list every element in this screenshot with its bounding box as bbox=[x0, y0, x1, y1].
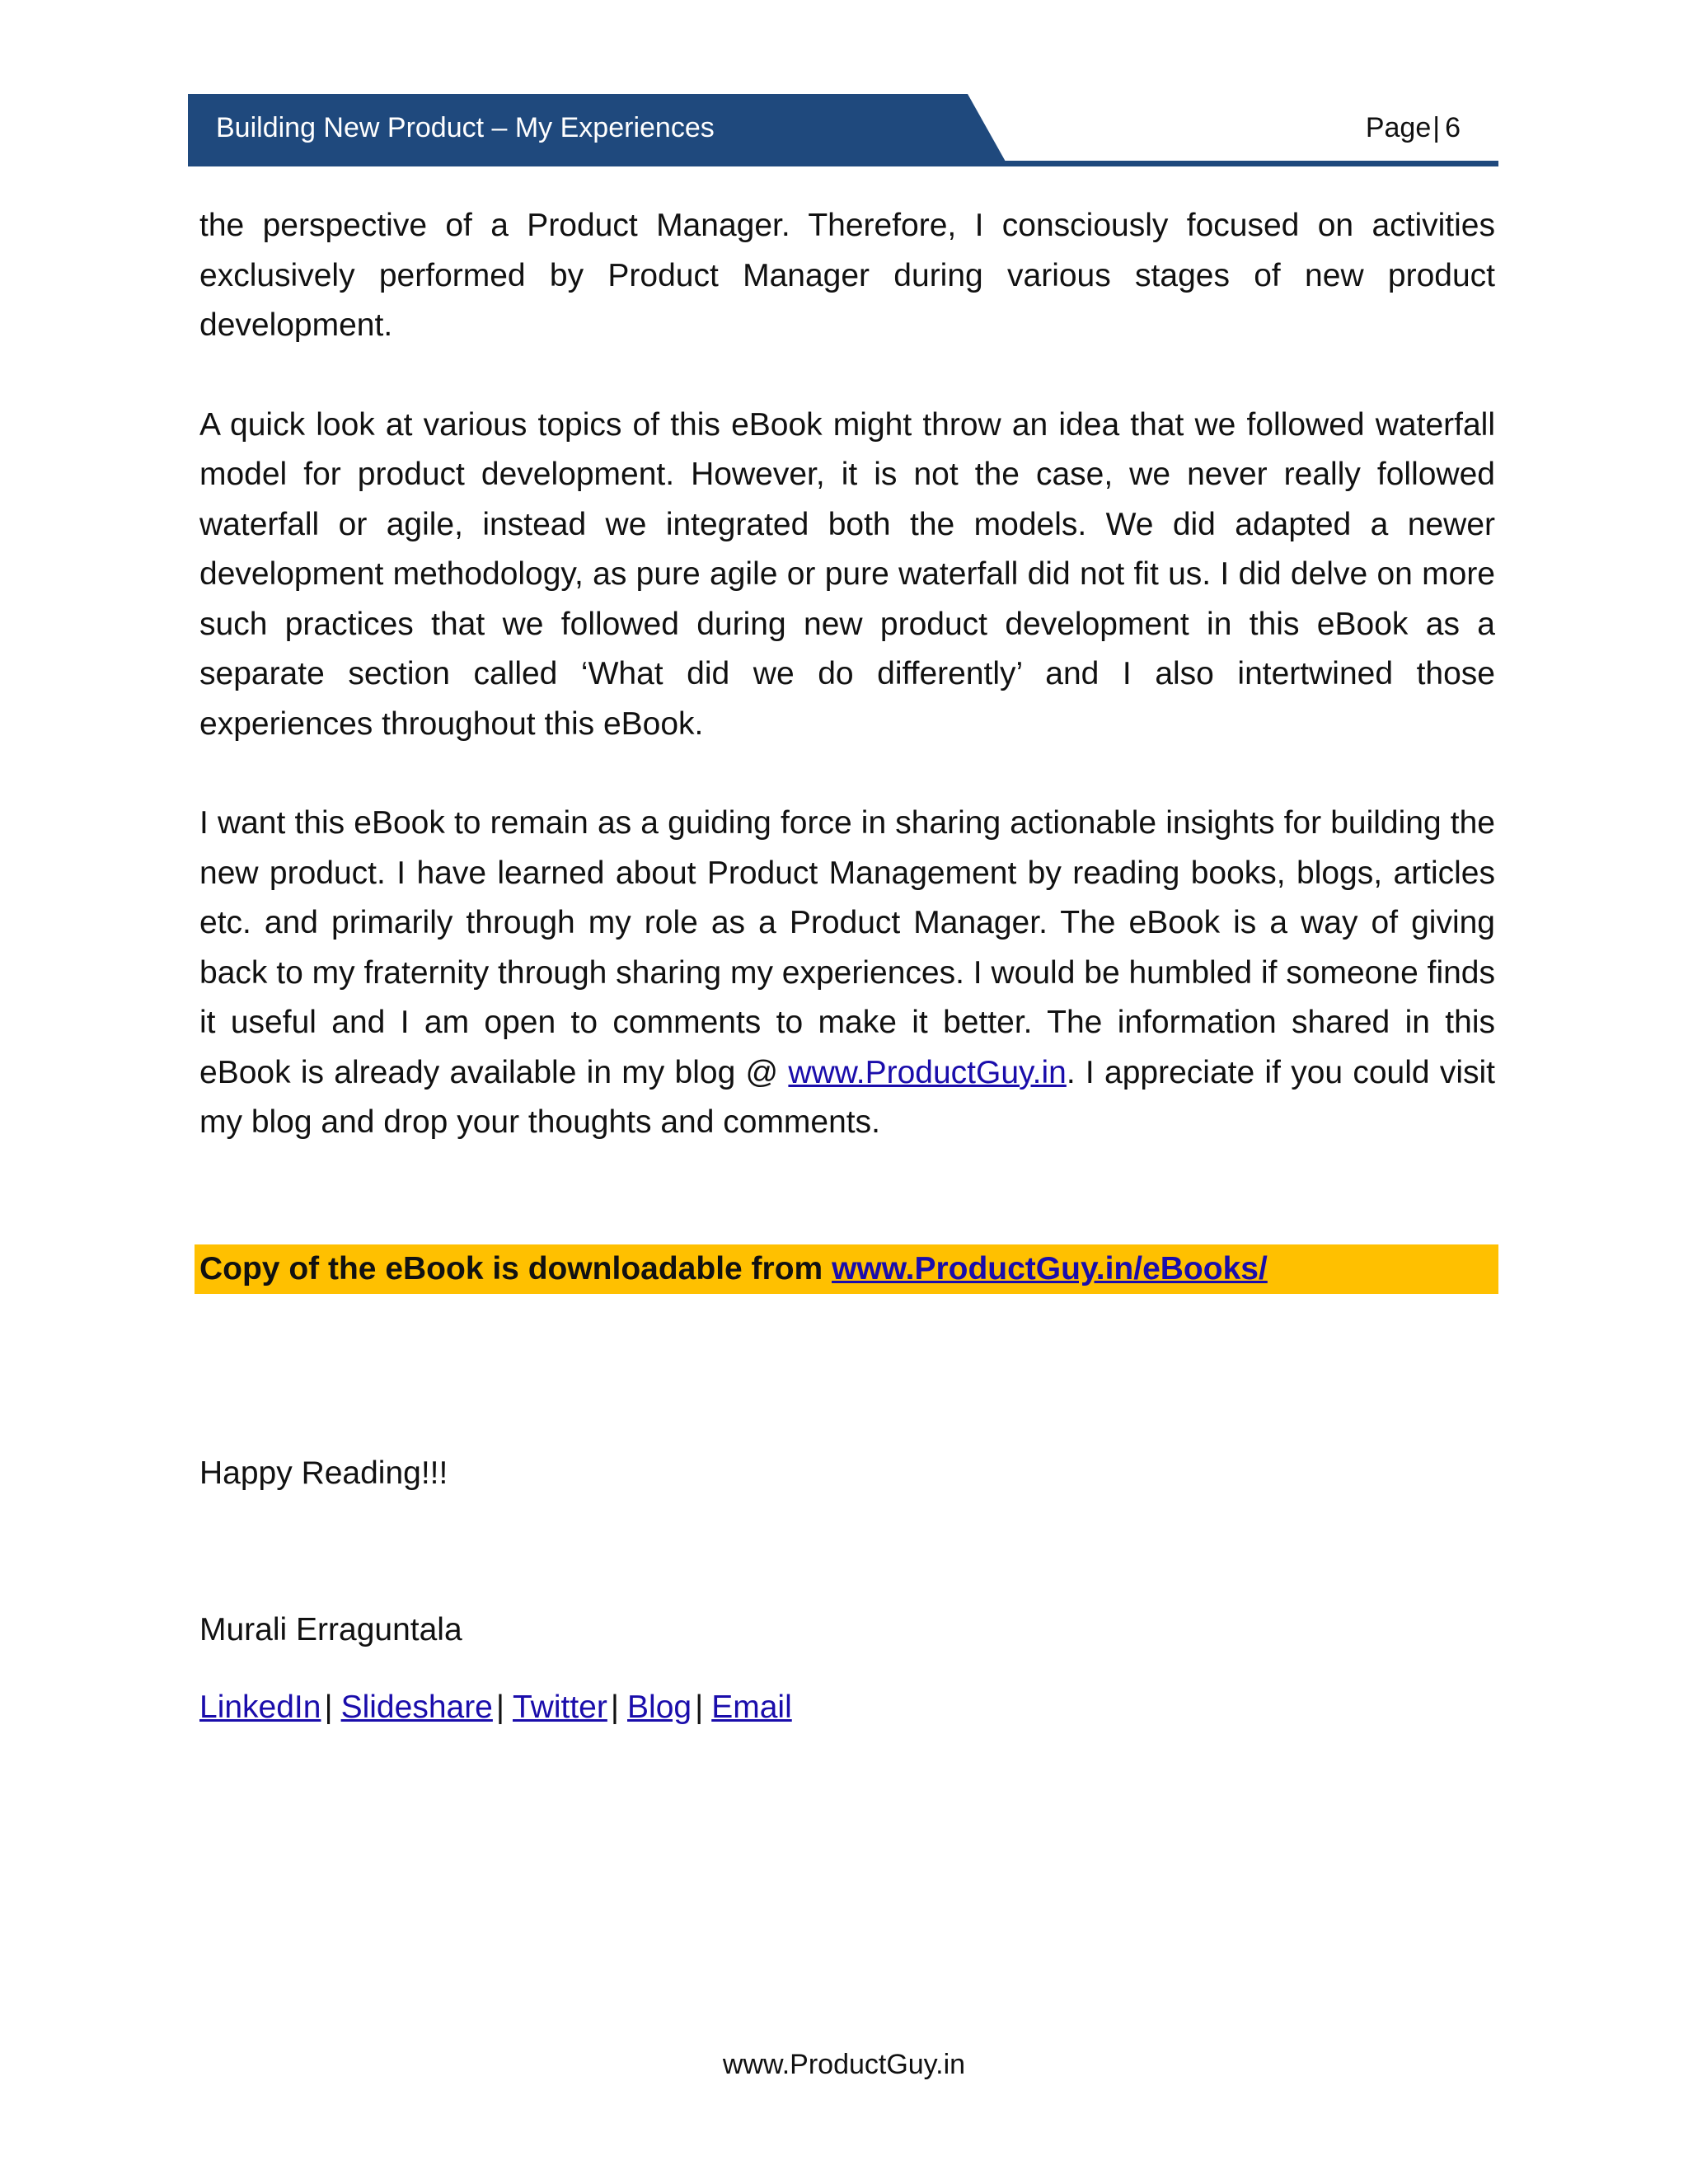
linkedin-link[interactable]: LinkedIn bbox=[199, 1690, 321, 1725]
social-separator: | bbox=[610, 1690, 620, 1725]
page-separator: | bbox=[1432, 112, 1441, 143]
download-highlight bbox=[195, 1244, 1498, 1294]
page-number: 6 bbox=[1445, 112, 1461, 143]
social-separator: | bbox=[695, 1690, 704, 1725]
body-content bbox=[199, 201, 1495, 1148]
social-separator: | bbox=[324, 1690, 333, 1725]
twitter-link[interactable]: Twitter bbox=[513, 1690, 607, 1725]
header-title: Building New Product – My Experiences bbox=[216, 112, 715, 143]
blog-link[interactable]: www.ProductGuy.in bbox=[788, 1054, 1067, 1090]
ebooks-download-link[interactable]: www.ProductGuy.in/eBooks/ bbox=[832, 1251, 1268, 1286]
page-header bbox=[188, 94, 1498, 166]
email-link[interactable]: Email bbox=[711, 1690, 792, 1725]
paragraph-2: A quick look at various topics of this eBook might throw an idea that we followed waterfall model for product development. However, it is not the case, we never really followed waterfall or agile, instead we integrated both the models. We did adapted a newer development methodology, as pure agile or pure waterfall did not fit us. I did delve on more such practices that we followed during new product development in this eBook as a separate section called ‘What did we do differently’ and I also intertwined those experiences throughout this eBook. bbox=[199, 406, 1495, 742]
paragraph-1: the perspective of a Product Manager. Therefore, I consciously focused on activities exclusively performed by Product Manager during various stages of new product development. bbox=[199, 208, 1495, 343]
paragraph-3 bbox=[199, 799, 1495, 1148]
blog-nav-link[interactable]: Blog bbox=[627, 1690, 692, 1725]
page-footer: www.ProductGuy.in bbox=[722, 2049, 966, 2080]
social-links bbox=[199, 1683, 792, 1732]
social-separator: | bbox=[495, 1690, 505, 1725]
page-label: Page bbox=[1365, 112, 1432, 143]
paragraph-3-text-before: I want this eBook to remain as a guiding force in sharing actionable insights for building the new product. I have learned about Product Management by reading books, blogs, articles etc. and primarily through my role as a Product Manager. The eBook is a way of giving back to my fraternity through sharing my experiences. I would be humbled if someone finds it useful and I am open to comments to make it better. The information shared in this eBook is already available in my blog @ bbox=[199, 805, 1495, 1090]
greeting: Happy Reading!!! bbox=[199, 1455, 448, 1491]
download-text: Copy of the eBook is downloadable from bbox=[199, 1251, 832, 1286]
page-number-label bbox=[1366, 112, 1461, 144]
paragraph-3-text-after: . I appreciate if you could visit my blog and drop your thoughts and comments. bbox=[199, 1054, 1496, 1140]
slideshare-link[interactable]: Slideshare bbox=[340, 1690, 493, 1725]
author-name: Murali Erraguntala bbox=[199, 1612, 462, 1647]
